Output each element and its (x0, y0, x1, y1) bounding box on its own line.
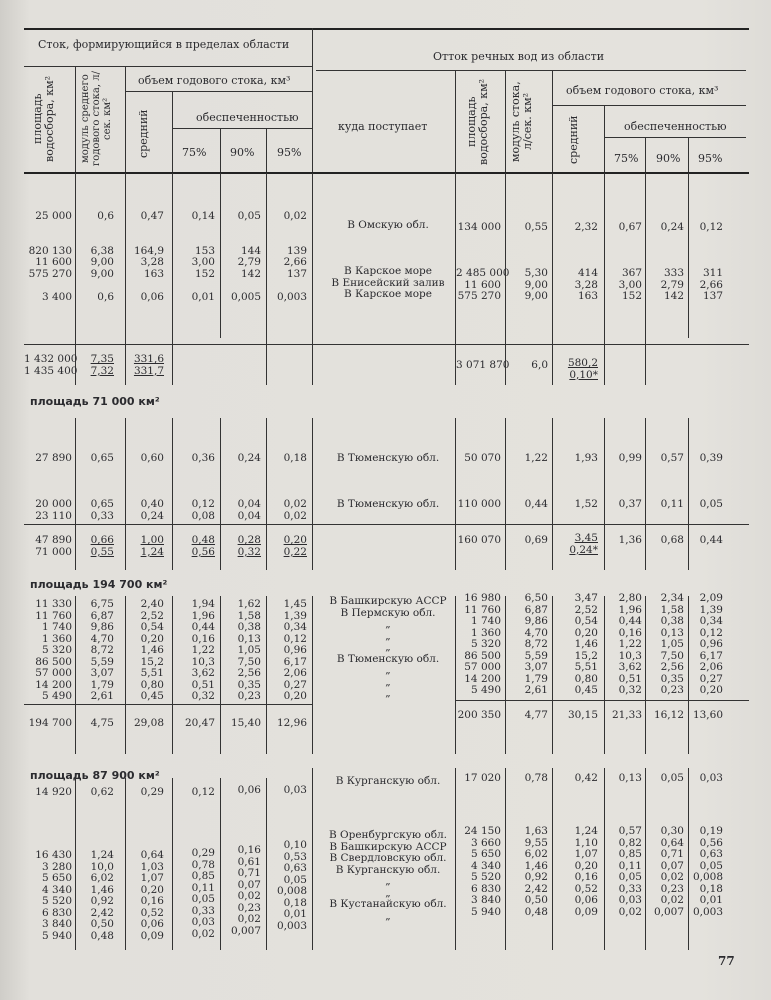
d-first-avg: 0,29 (140, 786, 164, 798)
c-total-out-p95: 13,60 (692, 709, 723, 721)
col-area-header: площадь водосбора, км² (31, 75, 56, 163)
c-dest: В Башкирскую АССР В Пермскую обл. „ „ „ В Тюменскую обл. „ „ „ (329, 595, 447, 699)
a-total-mod: 7,35 7,32 (90, 353, 114, 377)
d-first-out-p90: 0,05 (660, 772, 684, 784)
c-area: 11 330 11 760 1 740 1 360 5 320 86 500 57 000 14 200 5 490 (35, 598, 72, 702)
d-avg: 0,64 1,03 1,07 0,20 0,16 0,52 0,06 0,09 (140, 849, 164, 942)
c-total-mod: 4,75 (90, 717, 114, 729)
header-rule (125, 91, 312, 92)
col-avg-header: средний (137, 109, 150, 159)
c-total-p95: 12,96 (276, 717, 307, 729)
b-area: 27 890 20 000 23 110 (35, 452, 72, 522)
d-p90: 0,16 0,61 0,71 0,07 0,02 0,23 0,02 0,007 (230, 844, 261, 937)
c-out-p90: 2,34 1,58 0,38 0,13 1,05 7,50 2,56 0,35 0,23 (660, 592, 684, 696)
d-first-mod: 0,62 (90, 786, 114, 798)
b-mod: 0,65 0,65 0,33 (90, 452, 114, 522)
b-out-avg: 1,93 1,52 (574, 452, 598, 510)
d-first-dest: В Курганскую обл. (335, 775, 441, 787)
b-total-p90: 0,28 0,32 (237, 534, 261, 558)
a-out-p75: 0,67 367 3,00 152 (618, 221, 642, 302)
left-title: Сток, формирующийся в пределах области (38, 38, 290, 51)
d-out-p75: 0,57 0,82 0,85 0,11 0,05 0,33 0,03 0,02 (618, 825, 642, 918)
a-mod: 0,6 6,38 9,00 9,00 0,6 (90, 210, 114, 303)
total-rule (24, 704, 312, 705)
c-out-avg: 3,47 2,52 0,54 0,20 1,46 15,2 5,51 0,80 0,45 (574, 592, 598, 696)
col-avg-out-header: средний (567, 115, 580, 165)
d-first-area: 14 920 (35, 786, 72, 798)
c-out-mod: 6,50 6,87 9,86 4,70 8,72 5,59 3,07 1,79 2,61 (524, 592, 548, 696)
total-rule (24, 524, 749, 525)
d-mod: 1,24 10,0 6,02 1,46 0,92 2,42 0,50 0,48 (90, 849, 114, 942)
d-out-p90: 0,30 0,64 0,71 0,07 0,02 0,23 0,02 0,007 (653, 825, 684, 918)
a-total-out-mod: 6,0 (531, 359, 548, 371)
c-total-out-avg: 30,15 (567, 709, 598, 721)
table-top-rule (24, 28, 749, 30)
section-title: площадь 71 000 км² (30, 395, 160, 408)
col-volume-out-header: объем годового стока, км³ (566, 84, 719, 97)
c-total-p90: 15,40 (230, 717, 261, 729)
b-total-avg: 1,00 1,24 (140, 534, 164, 558)
b-p95: 0,18 0,02 0,02 (283, 452, 307, 522)
b-total-p95: 0,20 0,22 (283, 534, 307, 558)
col-module-out-header: модуль стока, л/сек. км² (509, 81, 534, 162)
b-total-out-p75: 1,36 (618, 534, 642, 546)
b-total-out-mod: 0,69 (524, 534, 548, 546)
section-title: площадь 194 700 км² (30, 578, 168, 591)
p75-header: 75% (182, 146, 207, 159)
b-dest: В Тюменскую обл. В Тюменскую обл. (336, 452, 440, 510)
c-p95: 1,45 1,39 0,34 0,12 0,96 6,17 2,06 0,27 0,20 (283, 598, 307, 702)
c-p75: 1,94 1,96 0,44 0,16 1,22 10,3 3,62 0,51 0,32 (191, 598, 215, 702)
total-rule (24, 344, 749, 345)
a-p90: 0,05 144 2,79 142 0,005 (230, 210, 261, 303)
a-total-area: 1 432 000 1 435 400 (24, 353, 78, 377)
d-out-avg: 1,24 1,10 1,07 0,20 0,16 0,52 0,06 0,09 (574, 825, 598, 918)
b-total-out-p90: 0,68 (660, 534, 684, 546)
p95-header: 95% (277, 146, 302, 159)
a-p95: 0,02 139 2,66 137 0,003 (276, 210, 307, 303)
right-title: Отток речных вод из области (433, 50, 605, 63)
d-area: 16 430 3 280 5 650 4 340 5 520 6 830 3 840 5 940 (35, 849, 72, 942)
c-total-out-area: 200 350 (457, 709, 501, 721)
section-title: площадь 87 900 км² (30, 769, 160, 782)
c-total-area: 194 700 (28, 717, 72, 729)
p90-header: 90% (230, 146, 255, 159)
b-total-out-p95: 0,44 (699, 534, 723, 546)
a-out-p95: 0,12 311 2,66 137 (699, 221, 723, 302)
d-dest: В Оренбургскую обл. В Башкирскую АССР В Свердловскую обл. В Курганскую обл. „ „ В Кустанайскую обл. „ (328, 829, 448, 922)
d-first-out-mod: 0,78 (524, 772, 548, 784)
a-total-out-avg: 580,2 0,10* (567, 357, 598, 381)
b-out-p75: 0,99 0,37 (618, 452, 642, 510)
header-rule (316, 70, 746, 71)
d-first-out-area: 17 020 (464, 772, 501, 784)
c-total-p75: 20,47 (184, 717, 215, 729)
a-out-p90: 0,24 333 2,79 142 (660, 221, 684, 302)
c-total-out-p75: 21,33 (611, 709, 642, 721)
d-first-out-avg: 0,42 (574, 772, 598, 784)
a-total-out-area: 3 071 870 (456, 359, 510, 371)
b-out-mod: 1,22 0,44 (524, 452, 548, 510)
b-total-out-area: 160 070 (457, 534, 501, 546)
a-out-area: 134 000 2 485 000 11 600 575 270 (456, 221, 510, 302)
col-area-out-header: площадь водосбора, км² (465, 78, 490, 165)
d-p75: 0,29 0,78 0,85 0,11 0,05 0,33 0,03 0,02 (191, 847, 215, 940)
col-module-header: модуль среднего годового стока, л/сек. км² (80, 71, 113, 167)
b-total-p75: 0,48 0,56 (191, 534, 215, 558)
c-total-avg: 29,08 (133, 717, 164, 729)
b-avg: 0,60 0,40 0,24 (140, 452, 164, 522)
c-out-p75: 2,80 1,96 0,44 0,16 1,22 10,3 3,62 0,51 0,32 (618, 592, 642, 696)
c-out-area: 16 980 11 760 1 740 1 360 5 320 86 500 57 000 14 200 5 490 (464, 592, 501, 696)
a-area: 25 000 820 130 11 600 575 270 3 400 (28, 210, 72, 303)
col-dest-header: куда поступает (338, 120, 428, 133)
a-avg: 0,47 164,9 3,28 163 0,06 (133, 210, 164, 303)
d-first-out-p95: 0,03 (699, 772, 723, 784)
total-rule (455, 700, 749, 701)
d-p95: 0,10 0,53 0,63 0,05 0,008 0,18 0,01 0,003 (276, 839, 307, 932)
header-bottom-rule (24, 172, 749, 174)
b-p75: 0,36 0,12 0,08 (191, 452, 215, 522)
header-rule (604, 137, 746, 138)
b-out-p95: 0,39 0,05 (699, 452, 723, 510)
c-total-out-mod: 4,77 (524, 709, 548, 721)
header-rule (172, 128, 312, 129)
col-prob-out-header: обеспеченностью (624, 120, 727, 133)
a-total-avg: 331,6 331,7 (133, 353, 164, 377)
d-first-p90: 0,06 (237, 784, 261, 796)
b-out-area: 50 070 110 000 (457, 452, 501, 510)
col-volume-header: объем годового стока, км³ (138, 74, 291, 87)
c-avg: 2,40 2,52 0,54 0,20 1,46 15,2 5,51 0,80 0,45 (140, 598, 164, 702)
c-out-p95: 2,09 1,39 0,34 0,12 0,96 6,17 2,06 0,27 0,20 (699, 592, 723, 696)
c-total-out-p90: 16,12 (653, 709, 684, 721)
c-mod: 6,75 6,87 9,86 4,70 8,72 5,59 3,07 1,79 2,61 (90, 598, 114, 702)
a-dest: В Омскую обл. В Карское море В Енисейский залив В Карское море (331, 219, 445, 300)
b-total-mod: 0,66 0,55 (90, 534, 114, 558)
d-first-p95: 0,03 (283, 784, 307, 796)
b-total-out-avg: 3,45 0,24* (569, 532, 598, 556)
b-total-area: 47 890 71 000 (35, 534, 72, 558)
header-rule (552, 105, 746, 106)
a-out-avg: 2,32 414 3,28 163 (574, 221, 598, 302)
c-p90: 1,62 1,58 0,38 0,13 1,05 7,50 2,56 0,35 0,23 (237, 598, 261, 702)
page-number: 77 (718, 954, 735, 968)
d-first-out-p75: 0,13 (618, 772, 642, 784)
p95-out-header: 95% (698, 152, 723, 165)
d-first-p75: 0,12 (191, 786, 215, 798)
d-out-mod: 1,63 9,55 6,02 1,46 0,92 2,42 0,50 0,48 (524, 825, 548, 918)
b-out-p90: 0,57 0,11 (660, 452, 684, 510)
d-out-area: 24 150 3 660 5 650 4 340 5 520 6 830 3 840 5 940 (464, 825, 501, 918)
p90-out-header: 90% (656, 152, 681, 165)
header-rule (24, 66, 312, 67)
col-prob-header: обеспеченностью (196, 111, 299, 124)
b-p90: 0,24 0,04 0,04 (237, 452, 261, 522)
a-p75: 0,14 153 3,00 152 0,01 (191, 210, 215, 303)
p75-out-header: 75% (614, 152, 639, 165)
a-out-mod: 0,55 5,30 9,00 9,00 (524, 221, 548, 302)
d-out-p95: 0,19 0,56 0,63 0,05 0,008 0,18 0,01 0,003 (692, 825, 723, 918)
